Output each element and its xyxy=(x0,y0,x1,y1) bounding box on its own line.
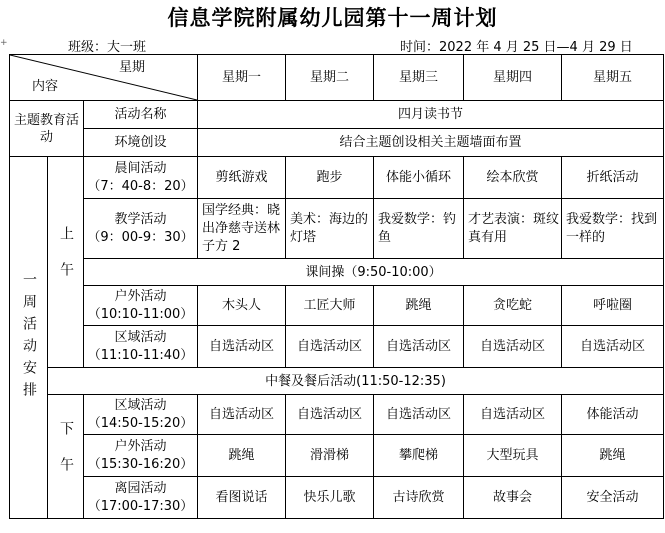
schedule-cell: 跳绳 xyxy=(562,435,664,477)
theme-row-name: 活动名称 xyxy=(84,101,198,129)
activity-time: （7：40-8：20） xyxy=(87,178,194,194)
time-label: 时间：2022 年 4 月 25 日—4 月 29 日 xyxy=(400,40,633,55)
schedule-cell: 自选活动区 xyxy=(286,326,374,368)
schedule-cell: 工匠大师 xyxy=(286,286,374,326)
schedule-cell: 体能小循环 xyxy=(374,157,464,199)
activity-label xyxy=(84,157,198,199)
content-header-label: 内容 xyxy=(32,79,59,94)
schedule-cell: 看图说话 xyxy=(198,477,286,519)
schedule-cell: 自选活动区 xyxy=(464,326,562,368)
activity-label xyxy=(84,286,198,326)
weekly-plan-table xyxy=(9,54,664,519)
week-header-label: 星期 xyxy=(119,60,146,75)
activity-name: 离园活动 xyxy=(114,480,167,496)
activity-label xyxy=(84,477,198,519)
schedule-cell: 自选活动区 xyxy=(562,326,664,368)
theme-label: 主题教育活动 xyxy=(10,101,84,157)
break-row: 课间操（9:50-10:00） xyxy=(84,259,664,286)
day-header-fri: 星期五 xyxy=(562,55,664,101)
activity-name: 区域活动 xyxy=(114,329,167,345)
activity-time: （17:00-17:30） xyxy=(87,498,194,514)
schedule-cell: 安全活动 xyxy=(562,477,664,519)
activity-label xyxy=(84,326,198,368)
schedule-cell: 国学经典：晓出净慈寺送林子方 2 xyxy=(198,199,286,259)
schedule-cell: 自选活动区 xyxy=(374,326,464,368)
day-header-wed: 星期三 xyxy=(374,55,464,101)
week-schedule-text: 一周活动安排 xyxy=(21,271,37,404)
schedule-cell: 自选活动区 xyxy=(198,326,286,368)
schedule-cell: 才艺表演：斑纹真有用 xyxy=(464,199,562,259)
schedule-cell: 贪吃蛇 xyxy=(464,286,562,326)
schedule-cell: 滑滑梯 xyxy=(286,435,374,477)
schedule-cell: 绘本欣赏 xyxy=(464,157,562,199)
activity-name: 户外活动 xyxy=(114,438,167,454)
day-header-thu: 星期四 xyxy=(464,55,562,101)
theme-row-name: 环境创设 xyxy=(84,129,198,157)
activity-time: （11:10-11:40） xyxy=(87,347,194,363)
schedule-cell: 跳绳 xyxy=(198,435,286,477)
schedule-cell: 美术：海边的灯塔 xyxy=(286,199,374,259)
activity-name: 教学活动 xyxy=(114,211,167,227)
day-header-tue: 星期二 xyxy=(286,55,374,101)
activity-label xyxy=(84,435,198,477)
morning-label xyxy=(48,157,84,368)
activity-time: （10:10-11:00） xyxy=(87,306,194,322)
schedule-cell: 剪纸游戏 xyxy=(198,157,286,199)
schedule-cell: 折纸活动 xyxy=(562,157,664,199)
theme-row-value: 结合主题创设相关主题墙面布置 xyxy=(198,129,664,157)
activity-label xyxy=(84,199,198,259)
activity-name: 户外活动 xyxy=(114,288,167,304)
schedule-cell: 大型玩具 xyxy=(464,435,562,477)
activity-time: （15:30-16:20） xyxy=(87,456,194,472)
schedule-cell: 木头人 xyxy=(198,286,286,326)
diagonal-header-cell xyxy=(10,55,198,101)
afternoon-label xyxy=(48,395,84,519)
schedule-cell: 体能活动 xyxy=(562,395,664,435)
schedule-cell: 跳绳 xyxy=(374,286,464,326)
schedule-cell: 攀爬梯 xyxy=(374,435,464,477)
activity-name: 晨间活动 xyxy=(114,160,167,176)
schedule-cell: 古诗欣赏 xyxy=(374,477,464,519)
class-label: 班级：大一班 xyxy=(68,40,147,55)
afternoon-text: 下午 xyxy=(58,420,74,493)
schedule-cell: 自选活动区 xyxy=(198,395,286,435)
table-anchor-mark[interactable]: + xyxy=(0,38,8,48)
theme-row-value: 四月读书节 xyxy=(198,101,664,129)
schedule-cell: 自选活动区 xyxy=(464,395,562,435)
schedule-cell: 我爱数学：找到一样的 xyxy=(562,199,664,259)
activity-name: 区域活动 xyxy=(114,397,167,413)
day-header-mon: 星期一 xyxy=(198,55,286,101)
schedule-cell: 我爱数学：钓鱼 xyxy=(374,199,464,259)
schedule-cell: 呼啦圈 xyxy=(562,286,664,326)
activity-time: （9：00-9：30） xyxy=(87,229,194,245)
activity-label xyxy=(84,395,198,435)
morning-text: 上午 xyxy=(58,226,74,298)
lunch-row: 中餐及餐后活动(11:50-12:35) xyxy=(48,368,664,395)
schedule-cell: 快乐儿歌 xyxy=(286,477,374,519)
schedule-cell: 故事会 xyxy=(464,477,562,519)
page-title: 信息学院附属幼儿园第十一周计划 xyxy=(167,6,498,30)
schedule-cell: 自选活动区 xyxy=(286,395,374,435)
schedule-cell: 跑步 xyxy=(286,157,374,199)
week-schedule-label xyxy=(10,157,48,519)
schedule-cell: 自选活动区 xyxy=(374,395,464,435)
activity-time: （14:50-15:20） xyxy=(87,415,194,431)
